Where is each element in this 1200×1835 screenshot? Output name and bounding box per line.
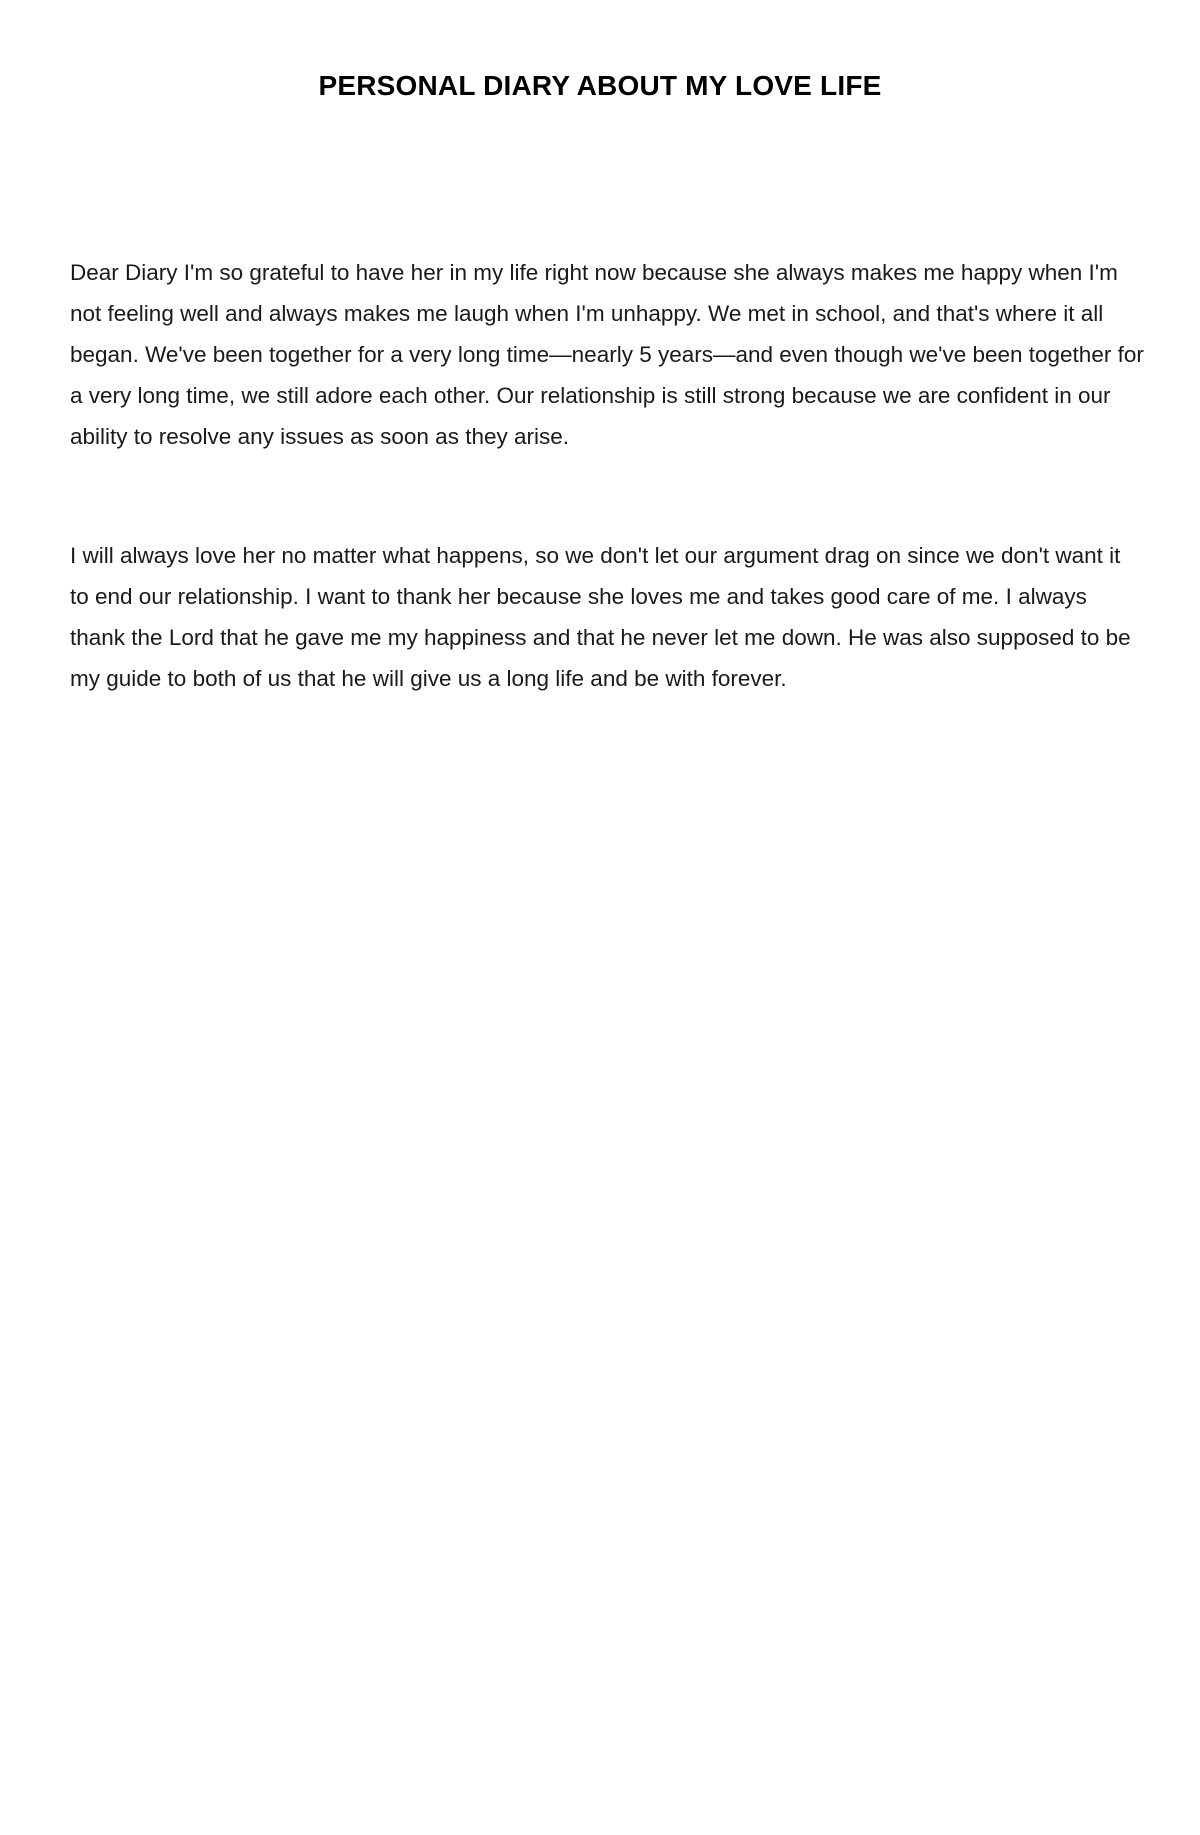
diary-paragraph-1: Dear Diary I'm so grateful to have her in my life right now because she always makes me happy when I'm not feeling well and always makes me laugh when I'm unhappy. We met in school, and that's where it all began. We've been together for a very long time—nearly 5 years—and even though we've been together for a very long time, we still adore each other. Our relationship is still strong because we are confident in our ability to resolve any issues as soon as they arise.	[70, 260, 1144, 449]
diary-paragraph-2: I will always love her no matter what happens, so we don't let our argument drag on since we don't want it to end our relationship. I want to thank her because she loves me and takes good care of me. I always thank the Lord that he gave me my happiness and that he never let me down. He was also supposed to be my guide to both of us that he will give us a long life and be with forever.	[70, 543, 1131, 691]
document-title: PERSONAL DIARY ABOUT MY LOVE LIFE	[318, 70, 882, 101]
